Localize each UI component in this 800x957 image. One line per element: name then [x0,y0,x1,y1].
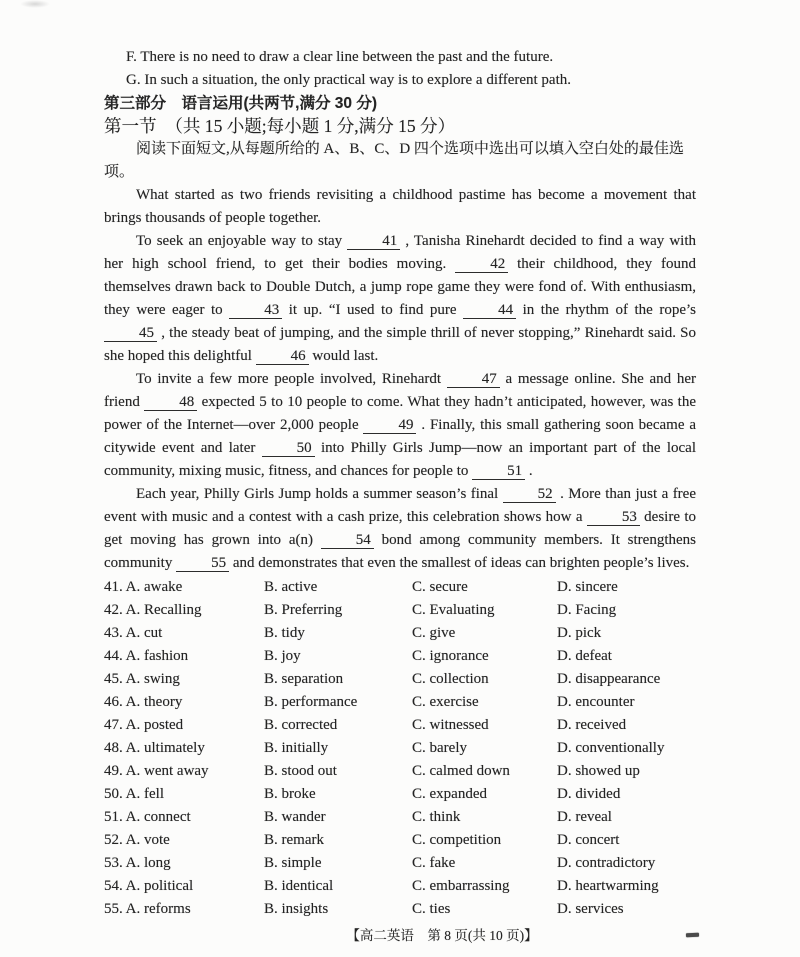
cloze-blank-43: 43 [229,302,282,319]
option-48-a: 48. A. ultimately [104,740,205,756]
reading-options-block [104,46,696,92]
part3-heading: 第三部分 语言运用(共两节,满分 30 分) [104,95,377,112]
option-53-a: 53. A. long [104,855,171,871]
option-45-b: B. separation [264,671,344,687]
option-47-d: D. received [557,717,627,733]
option-row-42 [104,599,696,622]
cloze-blank-53: 53 [587,509,640,526]
section1-heading: 第一节 （共 15 小题;每小题 1 分,满分 15 分） [104,116,456,136]
option-row-47 [104,714,696,737]
option-53-c: C. fake [412,855,456,871]
option-53-d: D. contradictory [557,855,656,871]
option-52-a: 52. A. vote [104,832,170,848]
option-44-b: B. joy [264,648,301,664]
option-49-d: D. showed up [557,763,640,779]
cloze-blank-51: 51 [472,463,525,480]
option-55-a: 55. A. reforms [104,901,191,917]
option-46-d: D. encounter [557,694,635,710]
passage-paragraph: Each year, Philly Girls Jump holds a summer season’s final 52 . More than just a free event with music and a contest with a cash prize, this celebration shows how a 53 desire to get moving has grown into a(n) 54 bond among community members. It strengthens community 55 and demonstrates that even the smallest of ideas can brighten people’s lives. [104,486,696,571]
options-table [104,576,696,921]
option-row-50 [104,783,696,806]
option-51-a: 51. A. connect [104,809,191,825]
passage-paragraph: To seek an enjoyable way to stay 41 , Tanisha Rinehardt decided to find a way with her high school friend, to get their bodies moving. 42 their childhood, they found themselves drawn back to Double Dutch, a jump rope game they were fond of. With enthusiasm, they were eager to 43 it up. “I used to find pure 44 in the rhythm of the rope’s 45 , the steady beat of jumping, and the simple thrill of never stopping,” Rinehardt said. So she hoped this delightful 46 would last. [104,233,696,364]
cloze-blank-48: 48 [144,394,197,411]
cloze-blank-42: 42 [455,256,508,273]
option-54-a: 54. A. political [104,878,194,894]
option-row-52 [104,829,696,852]
option-row-48 [104,737,696,760]
cloze-blank-54: 54 [321,532,374,549]
option-44-a: 44. A. fashion [104,648,189,664]
option-46-a: 46. A. theory [104,694,183,710]
option-row-49 [104,760,696,783]
option-row-41 [104,576,696,599]
option-51-b: B. wander [264,809,326,825]
scan-artifact [686,933,699,937]
option-f-line: F. There is no need to draw a clear line between the past and the future. [126,49,554,65]
page-footer [0,927,800,945]
option-53-b: B. simple [264,855,322,871]
option-51-c: C. think [412,809,461,825]
cloze-blank-50: 50 [262,440,315,457]
option-42-b: B. Preferring [264,602,343,618]
option-51-d: D. reveal [557,809,612,825]
option-42-d: D. Facing [557,602,617,618]
option-row-44 [104,645,696,668]
page-footer-text: 【高二英语 第 8 页(共 10 页)】 [346,928,538,943]
option-47-c: C. witnessed [412,717,489,733]
option-41-d: D. sincere [557,579,618,595]
option-52-c: C. competition [412,832,502,848]
option-43-d: D. pick [557,625,602,641]
option-49-a: 49. A. went away [104,763,209,779]
option-49-b: B. stood out [264,763,337,779]
option-49-c: C. calmed down [412,763,510,779]
cloze-blank-44: 44 [463,302,516,319]
option-41-c: C. secure [412,579,468,595]
option-row-51 [104,806,696,829]
scan-smudge [20,0,50,8]
option-55-d: D. services [557,901,624,917]
option-50-c: C. expanded [412,786,487,802]
option-45-c: C. collection [412,671,489,687]
option-46-c: C. exercise [412,694,479,710]
option-47-a: 47. A. posted [104,717,184,733]
option-55-c: C. ties [412,901,451,917]
option-52-d: D. concert [557,832,620,848]
option-54-d: D. heartwarming [557,878,659,894]
option-41-a: 41. A. awake [104,579,183,595]
option-row-46 [104,691,696,714]
option-43-c: C. give [412,625,456,641]
passage-paragraph: To invite a few more people involved, Rinehardt 47 a message online. She and her friend 48 expected 5 to 10 people to come. What they hadn’t anticipated, however, was the power of the Internet—over 2,000 people 49 . Finally, this small gathering soon became a citywide event and later 50 into Philly Girls Jump—now an important part of the local community, mixing music, fitness, and chances for people to 51 . [104,371,696,479]
option-g-line: G. In such a situation, the only practical way is to explore a different path. [126,72,572,88]
option-46-b: B. performance [264,694,358,710]
cloze-passage [104,184,696,575]
option-52-b: B. remark [264,832,324,848]
option-48-b: B. initially [264,740,329,756]
option-54-c: C. embarrassing [412,878,510,894]
option-44-d: D. defeat [557,648,612,664]
option-44-c: C. ignorance [412,648,489,664]
option-50-b: B. broke [264,786,316,802]
option-50-d: D. divided [557,786,621,802]
option-50-a: 50. A. fell [104,786,164,802]
option-54-b: B. identical [264,878,334,894]
option-45-d: D. disappearance [557,671,661,687]
page-content [104,46,696,921]
option-row-45 [104,668,696,691]
option-row-54 [104,875,696,898]
option-43-a: 43. A. cut [104,625,163,641]
option-42-c: C. Evaluating [412,602,495,618]
option-47-b: B. corrected [264,717,338,733]
option-row-43 [104,622,696,645]
option-48-d: D. conventionally [557,740,665,756]
cloze-instructions: 阅读下面短文,从每题所给的 A、B、C、D 四个选项中选出可以填入空白处的最佳选项。 [104,141,684,180]
option-row-53 [104,852,696,875]
option-45-a: 45. A. swing [104,671,180,687]
cloze-blank-47: 47 [447,371,500,388]
cloze-blank-55: 55 [176,555,229,572]
option-41-b: B. active [264,579,318,595]
option-42-a: 42. A. Recalling [104,602,202,618]
cloze-blank-46: 46 [256,348,309,365]
cloze-blank-52: 52 [503,486,556,503]
option-row-55 [104,898,696,921]
option-55-b: B. insights [264,901,329,917]
cloze-blank-45: 45 [104,325,157,342]
option-48-c: C. barely [412,740,467,756]
cloze-blank-41: 41 [347,233,400,250]
option-43-b: B. tidy [264,625,305,641]
passage-paragraph: What started as two friends revisiting a childhood pastime has become a movement that brings thousands of people together. [104,187,696,226]
cloze-blank-49: 49 [363,417,416,434]
